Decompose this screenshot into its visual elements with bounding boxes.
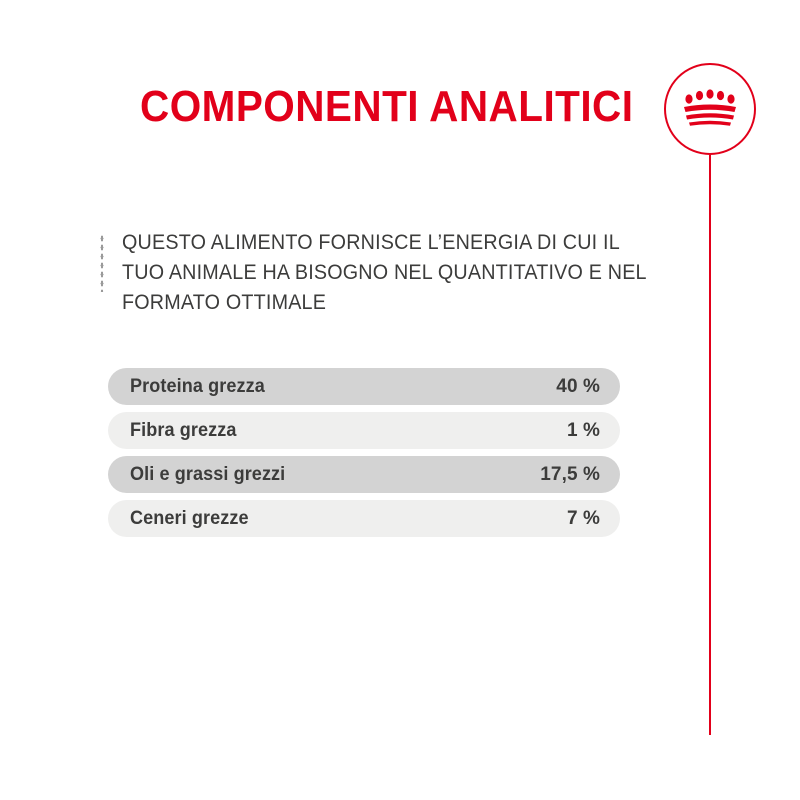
analysis-table [108,368,620,544]
page-title: COMPONENTI ANALITICI [140,82,634,131]
nutrient-value: 1 % [566,419,600,441]
nutrient-value: 40 % [556,375,600,397]
nutrient-value: 7 % [566,507,600,529]
intro-block [100,228,700,318]
nutrient-label: Fibra grezza [130,419,237,441]
table-row [108,368,620,405]
dotted-line-icon [100,234,104,292]
nutrient-label: Ceneri grezze [130,507,249,529]
nutrient-value: 17,5 % [540,463,600,485]
table-row [108,500,620,537]
nutrient-label: Oli e grassi grezzi [130,463,286,485]
nutrient-label: Proteina grezza [130,375,265,397]
table-row [108,412,620,449]
table-row [108,456,620,493]
intro-text: QUESTO ALIMENTO FORNISCE L’ENERGIA DI CUI IL TUO ANIMALE HA BISOGNO NEL QUANTITATIVO E NEL FORMATO OTTIMALE [122,231,647,314]
royal-canin-crown-icon [681,89,739,129]
brand-logo-badge [664,63,756,155]
vertical-accent-line [709,155,711,735]
